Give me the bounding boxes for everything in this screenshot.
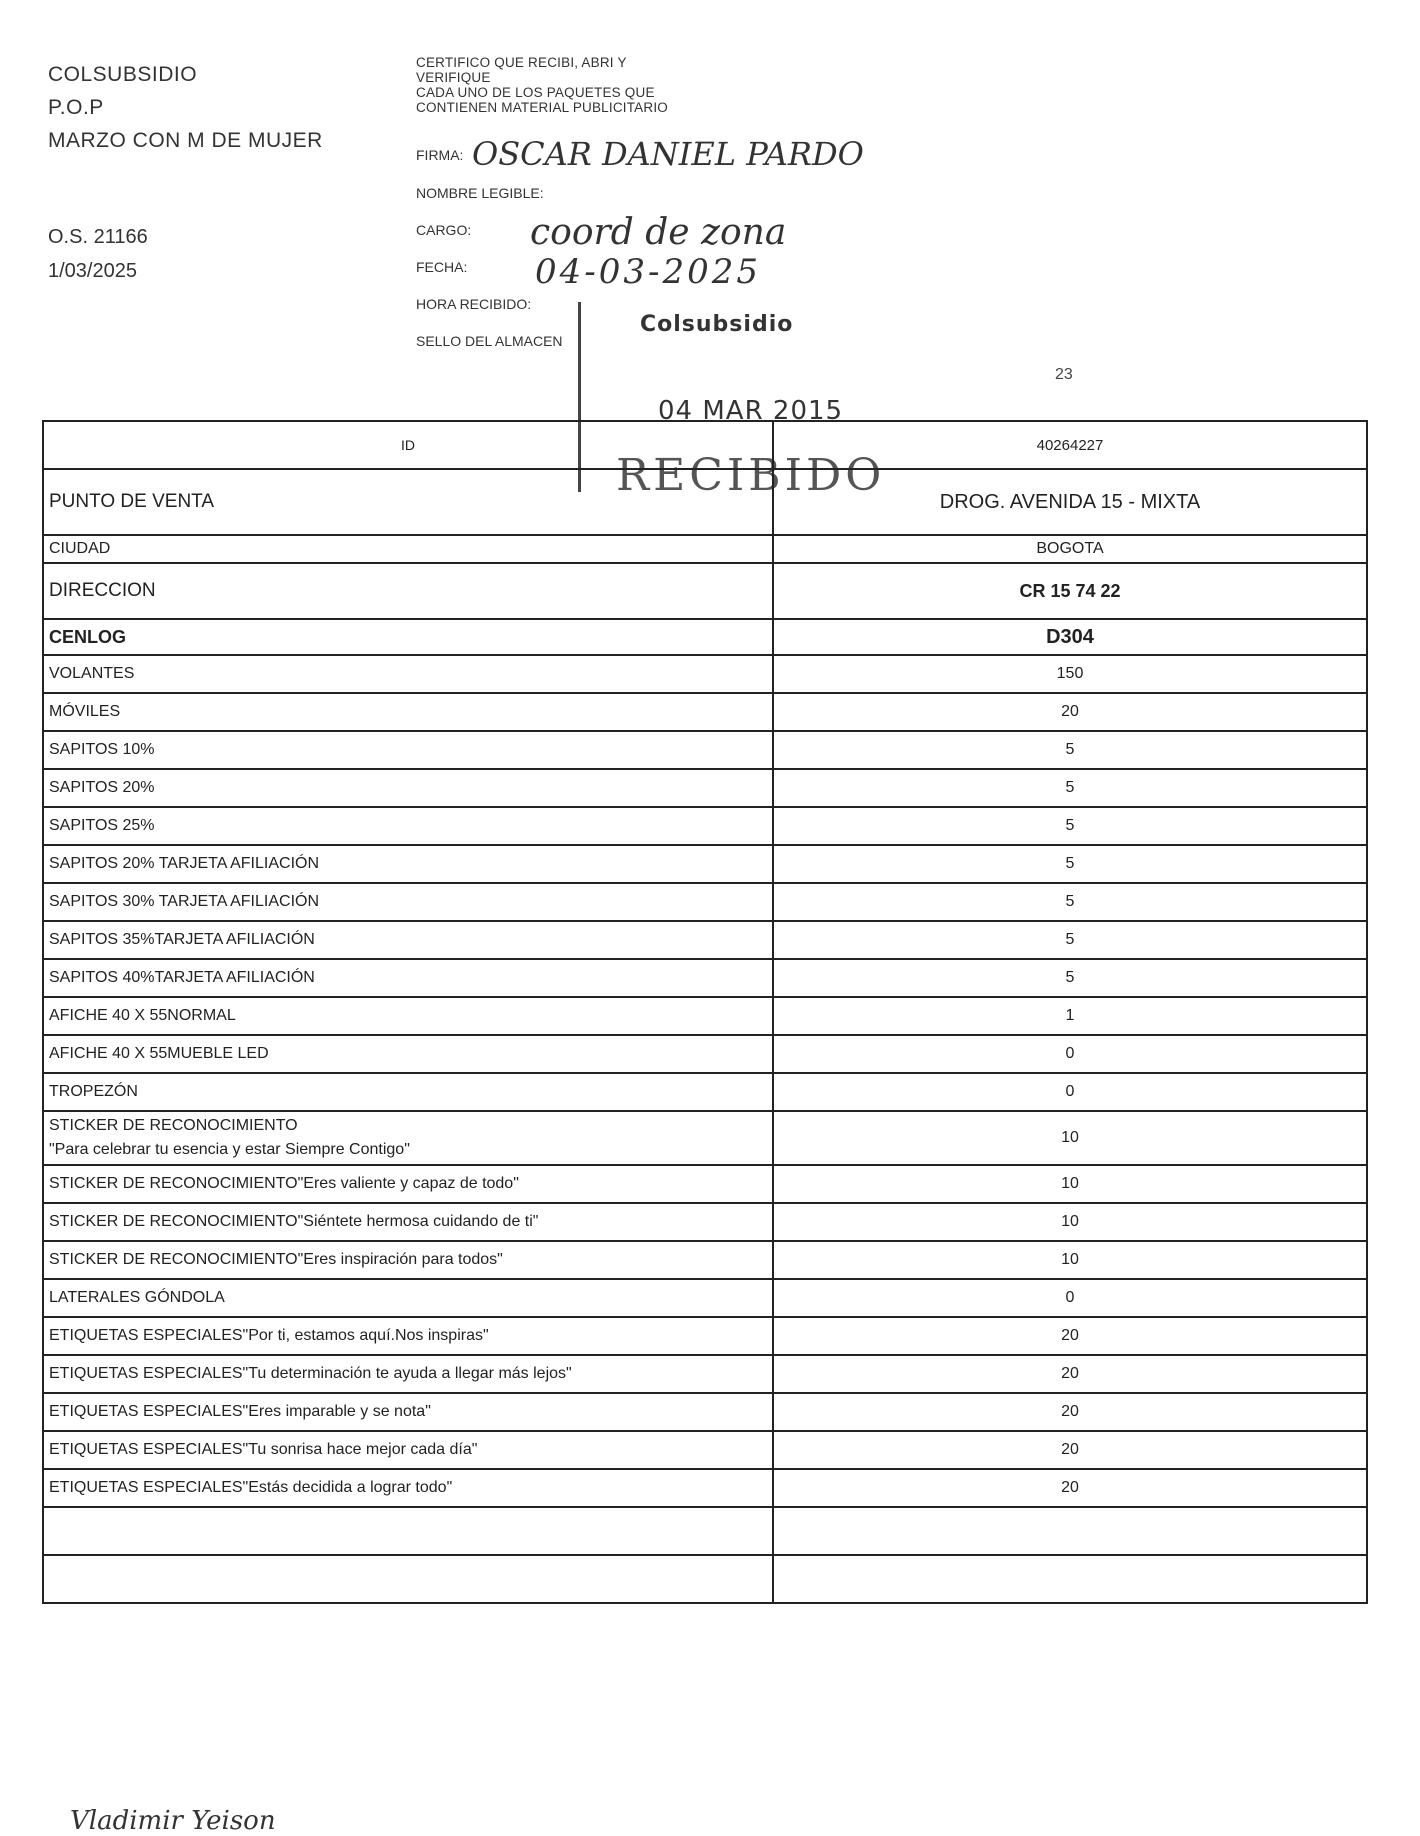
table-row-empty bbox=[43, 1555, 1367, 1603]
cert-line: CONTIENEN MATERIAL PUBLICITARIO bbox=[416, 100, 668, 115]
stamp-brand: Colsubsidio bbox=[640, 312, 794, 337]
row-value: 20 bbox=[773, 1469, 1367, 1507]
empty-cell bbox=[773, 1555, 1367, 1603]
row-label: CIUDAD bbox=[43, 535, 773, 563]
row-value: CR 15 74 22 bbox=[773, 563, 1367, 619]
row-label: CENLOG bbox=[43, 619, 773, 655]
company-header bbox=[48, 58, 323, 157]
row-value: 20 bbox=[773, 1317, 1367, 1355]
handwritten-cargo: coord de zona bbox=[530, 212, 787, 253]
order-info bbox=[48, 220, 148, 288]
fecha-label: FECHA: bbox=[416, 259, 468, 275]
table-row bbox=[43, 469, 1367, 535]
row-label: ETIQUETAS ESPECIALES"Tu determinación te ayuda a llegar más lejos" bbox=[43, 1355, 773, 1393]
cert-line: VERIFIQUE bbox=[416, 70, 491, 85]
table-row bbox=[43, 1241, 1367, 1279]
table-row bbox=[43, 1279, 1367, 1317]
table-row bbox=[43, 1111, 1367, 1165]
certification-text bbox=[416, 55, 668, 115]
row-label: ETIQUETAS ESPECIALES"Eres imparable y se nota" bbox=[43, 1393, 773, 1431]
table-row bbox=[43, 1355, 1367, 1393]
row-value: 10 bbox=[773, 1111, 1367, 1165]
order-date: 1/03/2025 bbox=[48, 260, 137, 282]
table-row-empty bbox=[43, 1507, 1367, 1555]
row-value: 5 bbox=[773, 807, 1367, 845]
empty-cell bbox=[43, 1555, 773, 1603]
row-label: STICKER DE RECONOCIMIENTO bbox=[49, 1117, 298, 1134]
table-row bbox=[43, 1469, 1367, 1507]
row-value: 40264227 bbox=[773, 421, 1367, 469]
row-label-multiline bbox=[43, 1111, 773, 1165]
table-row bbox=[43, 921, 1367, 959]
stamp-status: RECIBIDO bbox=[616, 450, 886, 501]
row-value: 5 bbox=[773, 845, 1367, 883]
row-label: VOLANTES bbox=[43, 655, 773, 693]
row-value: 5 bbox=[773, 883, 1367, 921]
row-label: STICKER DE RECONOCIMIENTO"Eres inspiración para todos" bbox=[43, 1241, 773, 1279]
row-label: STICKER DE RECONOCIMIENTO"Eres valiente y capaz de todo" bbox=[43, 1165, 773, 1203]
row-value: 1 bbox=[773, 997, 1367, 1035]
row-value: 150 bbox=[773, 655, 1367, 693]
row-label: ID bbox=[43, 421, 773, 469]
row-value: 0 bbox=[773, 1279, 1367, 1317]
handwritten-fecha: 04-03-2025 bbox=[535, 252, 762, 292]
table-row bbox=[43, 693, 1367, 731]
row-value: 20 bbox=[773, 693, 1367, 731]
table-row bbox=[43, 655, 1367, 693]
row-value: DROG. AVENIDA 15 - MIXTA bbox=[773, 469, 1367, 535]
table-row bbox=[43, 1203, 1367, 1241]
nombre-label: NOMBRE LEGIBLE: bbox=[416, 185, 544, 201]
order-number: O.S. 21166 bbox=[48, 226, 148, 248]
table-row bbox=[43, 619, 1367, 655]
row-value: 5 bbox=[773, 921, 1367, 959]
handwritten-signature: OSCAR DANIEL PARDO bbox=[472, 135, 864, 173]
row-value: 10 bbox=[773, 1241, 1367, 1279]
row-label: DIRECCION bbox=[43, 563, 773, 619]
sello-label: SELLO DEL ALMACEN bbox=[416, 333, 563, 349]
table-row bbox=[43, 731, 1367, 769]
row-value: 0 bbox=[773, 1035, 1367, 1073]
table-row bbox=[43, 997, 1367, 1035]
row-label: SAPITOS 10% bbox=[43, 731, 773, 769]
table-row bbox=[43, 807, 1367, 845]
stamp-date: 04 MAR 2015 bbox=[658, 396, 844, 426]
empty-cell bbox=[773, 1507, 1367, 1555]
row-label: SAPITOS 20% bbox=[43, 769, 773, 807]
campaign-name: MARZO CON M DE MUJER bbox=[48, 129, 323, 152]
row-label: SAPITOS 35%TARJETA AFILIACIÓN bbox=[43, 921, 773, 959]
table-row bbox=[43, 535, 1367, 563]
row-label: PUNTO DE VENTA bbox=[43, 469, 773, 535]
table-row bbox=[43, 1431, 1367, 1469]
table-row bbox=[43, 883, 1367, 921]
cargo-label: CARGO: bbox=[416, 222, 472, 238]
row-value: D304 bbox=[773, 619, 1367, 655]
table-row bbox=[43, 1393, 1367, 1431]
table-row bbox=[43, 845, 1367, 883]
row-label: AFICHE 40 X 55MUEBLE LED bbox=[43, 1035, 773, 1073]
hora-label: HORA RECIBIDO: bbox=[416, 296, 532, 312]
row-label: SAPITOS 25% bbox=[43, 807, 773, 845]
table-row bbox=[43, 1165, 1367, 1203]
table-row bbox=[43, 1035, 1367, 1073]
row-label: ETIQUETAS ESPECIALES"Por ti, estamos aquí.Nos inspiras" bbox=[43, 1317, 773, 1355]
row-value: 20 bbox=[773, 1431, 1367, 1469]
row-value: 0 bbox=[773, 1073, 1367, 1111]
row-label: STICKER DE RECONOCIMIENTO"Siéntete hermosa cuidando de ti" bbox=[43, 1203, 773, 1241]
page-number: 23 bbox=[1055, 366, 1073, 383]
row-label: ETIQUETAS ESPECIALES"Tu sonrisa hace mejor cada día" bbox=[43, 1431, 773, 1469]
table-row bbox=[43, 421, 1367, 469]
row-value: 10 bbox=[773, 1165, 1367, 1203]
row-label: MÓVILES bbox=[43, 693, 773, 731]
table-row bbox=[43, 1317, 1367, 1355]
row-label: LATERALES GÓNDOLA bbox=[43, 1279, 773, 1317]
row-value: 10 bbox=[773, 1203, 1367, 1241]
table-row bbox=[43, 563, 1367, 619]
cert-line: CERTIFICO QUE RECIBI, ABRI Y bbox=[416, 55, 627, 70]
row-label: TROPEZÓN bbox=[43, 1073, 773, 1111]
row-value: BOGOTA bbox=[773, 535, 1367, 563]
row-label: SAPITOS 30% TARJETA AFILIACIÓN bbox=[43, 883, 773, 921]
firma-label: FIRMA: bbox=[416, 147, 464, 163]
company-name: COLSUBSIDIO bbox=[48, 63, 198, 86]
pop-label: P.O.P bbox=[48, 96, 104, 119]
row-label-quote: "Para celebrar tu esencia y estar Siempre Contigo" bbox=[49, 1141, 410, 1158]
row-label: ETIQUETAS ESPECIALES"Estás decidida a lograr todo" bbox=[43, 1469, 773, 1507]
row-label: SAPITOS 20% TARJETA AFILIACIÓN bbox=[43, 845, 773, 883]
table-row bbox=[43, 1073, 1367, 1111]
row-value: 5 bbox=[773, 769, 1367, 807]
bottom-signature: Vladimir Yeison bbox=[70, 1806, 276, 1836]
empty-cell bbox=[43, 1507, 773, 1555]
row-value: 5 bbox=[773, 959, 1367, 997]
table-row bbox=[43, 769, 1367, 807]
table-row bbox=[43, 959, 1367, 997]
row-value: 20 bbox=[773, 1355, 1367, 1393]
row-label: SAPITOS 40%TARJETA AFILIACIÓN bbox=[43, 959, 773, 997]
row-value: 5 bbox=[773, 731, 1367, 769]
row-label: AFICHE 40 X 55NORMAL bbox=[43, 997, 773, 1035]
material-table bbox=[42, 420, 1368, 1604]
cert-line: CADA UNO DE LOS PAQUETES QUE bbox=[416, 85, 655, 100]
row-value: 20 bbox=[773, 1393, 1367, 1431]
